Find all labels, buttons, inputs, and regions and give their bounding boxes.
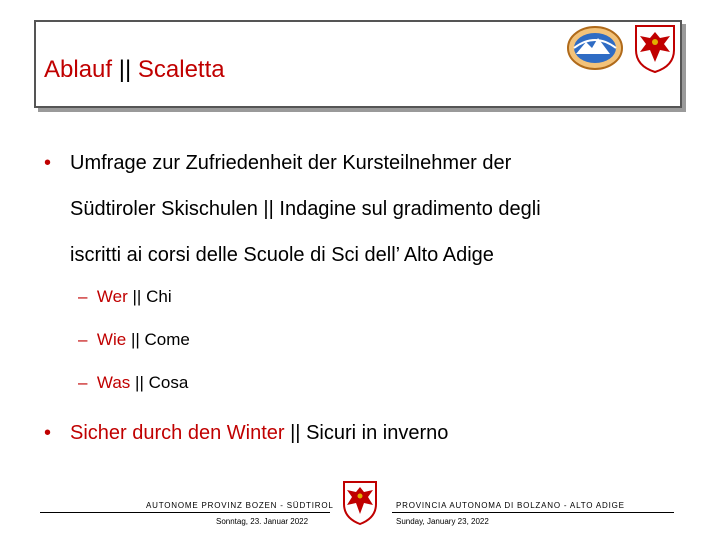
title-box <box>34 20 682 108</box>
bullet-1-line-2-de: Südtiroler Skischulen || <box>70 198 274 220</box>
title-it: Scaletta <box>137 56 225 83</box>
footer-left-title: AUTONOME PROVINZ BOZEN - SÜDTIROL <box>146 501 334 510</box>
title-de: Ablauf <box>44 56 113 83</box>
footer-divider-left <box>40 512 330 513</box>
footer-divider-right <box>392 512 674 513</box>
bullet-dot: • <box>44 152 52 174</box>
page-title <box>44 56 225 84</box>
bullet-dot: • <box>44 422 52 444</box>
bullet-1-line-2-it: Indagine sul gradimento degli <box>273 198 541 220</box>
eagle-crest-icon <box>632 22 678 74</box>
footer-right-date: Sunday, January 23, 2022 <box>396 517 489 526</box>
footer-left-date: Sonntag, 23. Januar 2022 <box>216 517 309 526</box>
sub-bullet-3: – Was || Cosa <box>78 373 189 392</box>
sub-bullet-1: – Wer || Chi <box>78 287 172 306</box>
title-separator: || <box>118 56 132 83</box>
footer-eagle-crest-icon <box>340 478 380 526</box>
ski-school-logo-icon <box>566 24 624 72</box>
sub-bullet-2: – Wie || Come <box>78 330 190 349</box>
footer-right-title: PROVINCIA AUTONOMA DI BOLZANO - ALTO ADIGE <box>396 501 625 510</box>
